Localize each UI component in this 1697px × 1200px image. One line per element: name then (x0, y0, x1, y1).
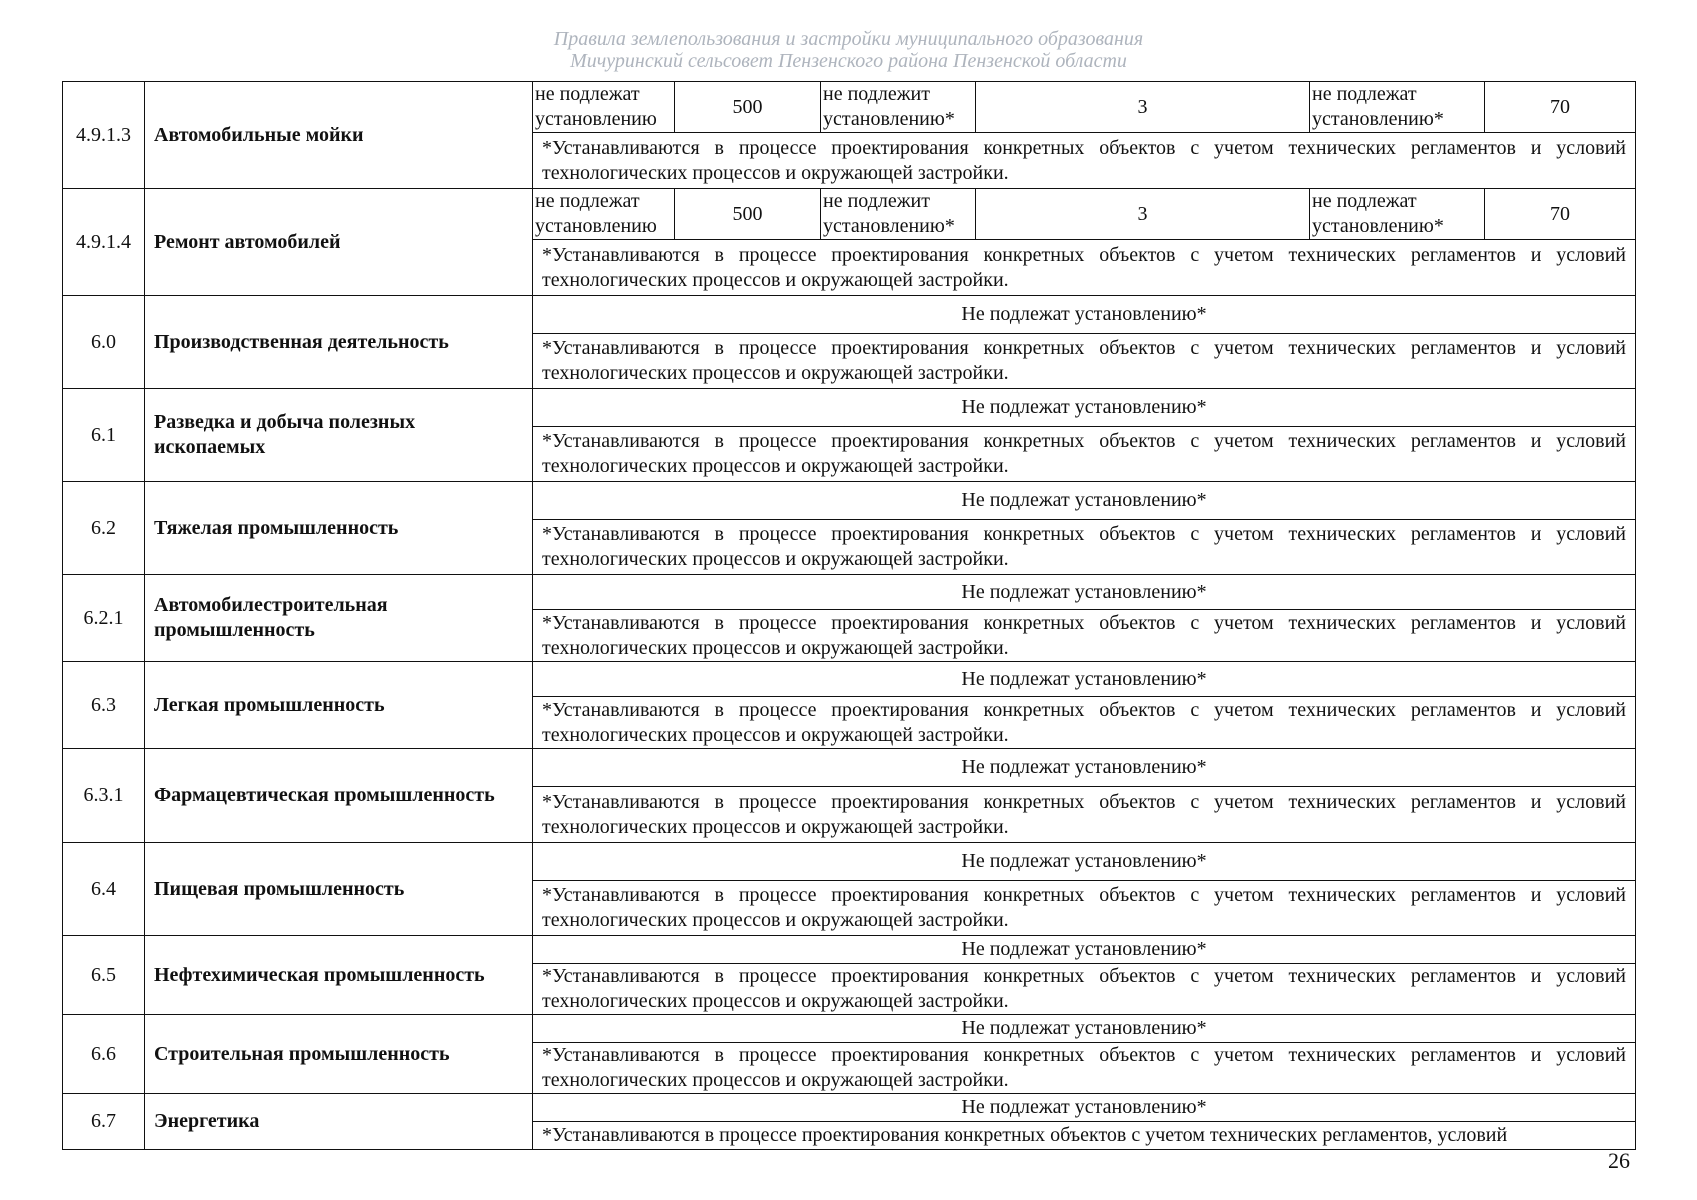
status-cell: Не подлежат установлению* (533, 1015, 1636, 1043)
note-cell: *Устанавливаются в процессе проектирования конкретных объектов с учетом технических регламентов и условий технологических процессов и окружающей застройки. (533, 964, 1636, 1015)
row-code: 4.9.1.3 (63, 82, 145, 189)
header-line-1: Правила землепользования и застройки муниципального образования (553, 28, 1144, 50)
row-code: 6.7 (63, 1094, 145, 1150)
row-name: Энергетика (145, 1094, 533, 1150)
table-row (63, 82, 1636, 133)
value-cell: не подлежит установлению* (821, 189, 976, 240)
value-cell: не подлежат установлению (533, 189, 675, 240)
note-cell: *Устанавливаются в процессе проектирования конкретных объектов с учетом технических регламентов и условий технологических процессов и окружающей застройки. (533, 133, 1636, 189)
value-cell: 70 (1485, 82, 1636, 133)
table-row (63, 843, 1636, 881)
table-row (63, 936, 1636, 964)
note-cell: *Устанавливаются в процессе проектирования конкретных объектов с учетом технических регламентов и условий технологических процессов и окружающей застройки. (533, 697, 1636, 749)
row-name: Пищевая промышленность (145, 843, 533, 936)
row-code: 6.2 (63, 482, 145, 575)
table-row (63, 296, 1636, 334)
value-cell: не подлежат установлению* (1310, 189, 1485, 240)
table-row (63, 662, 1636, 697)
status-cell: Не подлежат установлению* (533, 936, 1636, 964)
row-code: 6.1 (63, 389, 145, 482)
regulations-table (62, 81, 1636, 1150)
note-cell: *Устанавливаются в процессе проектирования конкретных объектов с учетом технических регламентов и условий технологических процессов и окружающей застройки. (533, 334, 1636, 389)
row-name: Фармацевтическая промышленность (145, 749, 533, 843)
status-cell: Не подлежат установлению* (533, 843, 1636, 881)
table-row (63, 1015, 1636, 1043)
row-name: Тяжелая промышленность (145, 482, 533, 575)
page-number: 26 (1608, 1148, 1630, 1173)
table-row (63, 575, 1636, 610)
row-code: 6.3.1 (63, 749, 145, 843)
value-cell: 70 (1485, 189, 1636, 240)
status-cell: Не подлежат установлению* (533, 389, 1636, 427)
note-cell: *Устанавливаются в процессе проектирования конкретных объектов с учетом технических регламентов и условий технологических процессов и окружающей застройки. (533, 787, 1636, 843)
row-name: Строительная промышленность (145, 1015, 533, 1094)
table-row (63, 389, 1636, 427)
row-name: Автомобилестроительная промышленность (145, 575, 533, 662)
value-cell: не подлежат установлению (533, 82, 675, 133)
value-cell: 500 (675, 189, 821, 240)
table-row (63, 749, 1636, 787)
value-cell: не подлежат установлению* (1310, 82, 1485, 133)
note-cell: *Устанавливаются в процессе проектирования конкретных объектов с учетом технических регламентов и условий технологических процессов и окружающей застройки. (533, 520, 1636, 575)
row-code: 6.6 (63, 1015, 145, 1094)
row-code: 6.2.1 (63, 575, 145, 662)
table-row (63, 482, 1636, 520)
note-cell: *Устанавливаются в процессе проектирования конкретных объектов с учетом технических регламентов и условий технологических процессов и окружающей застройки. (533, 240, 1636, 296)
header-line-2: Мичуринский сельсовет Пензенского района Пензенской области (570, 50, 1127, 72)
status-cell: Не подлежат установлению* (533, 575, 1636, 610)
note-cell: *Устанавливаются в процессе проектирования конкретных объектов с учетом технических регламентов и условий технологических процессов и окружающей застройки. (533, 1043, 1636, 1094)
row-code: 6.0 (63, 296, 145, 389)
value-cell: 3 (976, 189, 1310, 240)
status-cell: Не подлежат установлению* (533, 749, 1636, 787)
table-row (63, 1094, 1636, 1122)
status-cell: Не подлежат установлению* (533, 1094, 1636, 1122)
note-cell: *Устанавливаются в процессе проектирования конкретных объектов с учетом технических регламентов и условий технологических процессов и окружающей застройки. (533, 610, 1636, 662)
row-code: 6.3 (63, 662, 145, 749)
row-code: 6.5 (63, 936, 145, 1015)
status-cell: Не подлежат установлению* (533, 482, 1636, 520)
page-header (0, 28, 1697, 72)
note-cell: *Устанавливаются в процессе проектирования конкретных объектов с учетом технических регламентов, условий (533, 1122, 1636, 1150)
value-cell: 3 (976, 82, 1310, 133)
row-code: 6.4 (63, 843, 145, 936)
row-name: Ремонт автомобилей (145, 189, 533, 296)
status-cell: Не подлежат установлению* (533, 662, 1636, 697)
value-cell: 500 (675, 82, 821, 133)
row-code: 4.9.1.4 (63, 189, 145, 296)
note-cell: *Устанавливаются в процессе проектирования конкретных объектов с учетом технических регламентов и условий технологических процессов и окружающей застройки. (533, 881, 1636, 936)
row-name: Производственная деятельность (145, 296, 533, 389)
value-cell: не подлежит установлению* (821, 82, 976, 133)
table-row (63, 189, 1636, 240)
table-body (63, 82, 1636, 1150)
note-cell: *Устанавливаются в процессе проектирования конкретных объектов с учетом технических регламентов и условий технологических процессов и окружающей застройки. (533, 427, 1636, 482)
row-name: Нефтехимическая промышленность (145, 936, 533, 1015)
row-name: Автомобильные мойки (145, 82, 533, 189)
row-name: Легкая промышленность (145, 662, 533, 749)
row-name: Разведка и добыча полезных ископаемых (145, 389, 533, 482)
status-cell: Не подлежат установлению* (533, 296, 1636, 334)
